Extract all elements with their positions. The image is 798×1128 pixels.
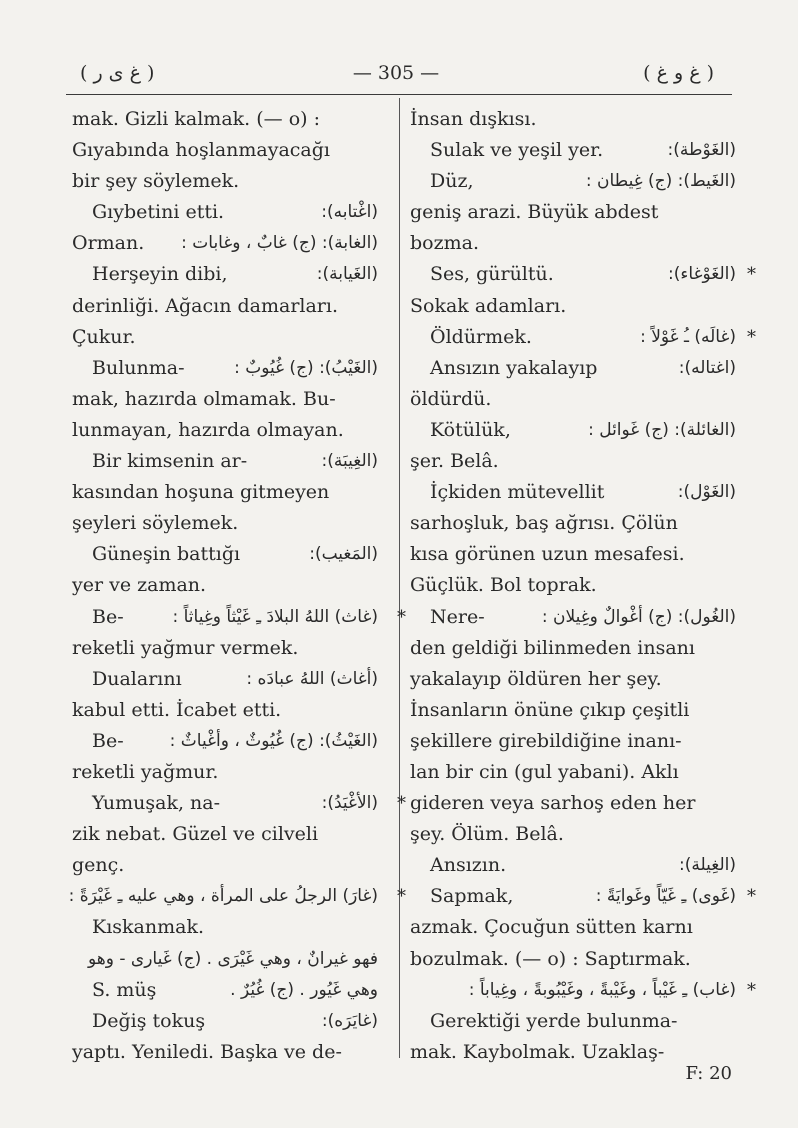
entry-text: zik nebat. Güzel ve cilveli — [72, 823, 319, 846]
arabic-headword: (اغْتابه): — [321, 202, 378, 223]
entry-text: den geldiği bilinmeden insanı — [410, 636, 695, 659]
dictionary-line — [72, 912, 378, 943]
dictionary-line — [410, 446, 736, 477]
entry-text: mak, hazırda olmamak. Bu- — [72, 387, 336, 410]
entry-text: Nere- — [430, 605, 485, 628]
dictionary-line — [410, 259, 756, 290]
dictionary-line — [72, 477, 378, 508]
entry-text: yer ve zaman. — [72, 574, 207, 597]
right-column — [410, 104, 756, 1068]
entry-text: mak. Gizli kalmak. (— o) : — [72, 108, 320, 130]
dictionary-line — [72, 415, 378, 446]
entry-text: reketli yağmur. — [72, 760, 219, 783]
dictionary-line — [410, 291, 736, 322]
arabic-headword: (اغتاله): — [678, 357, 736, 378]
entry-text: İnsanların önüne çıkıp çeşitli — [410, 698, 690, 721]
entry-text: şeyleri söylemek. — [72, 512, 239, 535]
entry-text: Sokak adamları. — [410, 294, 567, 317]
entry-text: kısa görünen uzun mesafesi. — [410, 543, 685, 566]
dictionary-line — [72, 726, 378, 757]
entry-star-marker: * — [397, 886, 406, 908]
dictionary-line — [410, 975, 756, 1006]
dictionary-line — [72, 104, 378, 135]
entry-star-marker: * — [397, 793, 406, 815]
entry-text: Sulak ve yeşil yer. — [430, 139, 604, 162]
arabic-headword: وهي غَيُور . (ج) غُيُرٌ . — [230, 979, 378, 1000]
arabic-headword: فهو غيرانٌ ، وهي غَيْرَى . (ج) غَيارى - وهو — [88, 948, 378, 969]
dictionary-line — [410, 850, 736, 881]
dictionary-line — [72, 166, 378, 197]
dictionary-line — [410, 912, 736, 943]
entry-text: lan bir cin (gul yabani). Aklı — [410, 760, 679, 783]
entry-text: yakalayıp öldüren her şey. — [410, 667, 662, 690]
dictionary-line — [72, 259, 378, 290]
entry-text: şer. Belâ. — [410, 450, 499, 473]
entry-text: Bulunma- — [92, 356, 185, 379]
entry-text: Be- — [92, 729, 124, 752]
signature-mark: F: 20 — [685, 1063, 732, 1084]
dictionary-line — [72, 975, 378, 1006]
entry-text: geniş arazi. Büyük abdest — [410, 201, 659, 224]
dictionary-line — [72, 633, 378, 664]
entry-star-marker: * — [747, 326, 756, 348]
entry-text: Yumuşak, na- — [92, 792, 221, 815]
dictionary-line — [410, 322, 756, 353]
dictionary-line — [72, 539, 378, 570]
dictionary-line — [72, 1037, 378, 1068]
arabic-headword: (الغَيط): (ج) غِيطان : — [585, 171, 736, 192]
dictionary-line — [410, 384, 736, 415]
entry-text: genç. — [72, 854, 125, 877]
entry-text: lunmayan, hazırda olmayan. — [72, 418, 344, 441]
entry-text: Herşeyin dibi, — [92, 263, 228, 286]
header-right-root: ( غ و غ ) — [643, 62, 714, 84]
entry-text: bozma. — [410, 232, 479, 255]
arabic-headword: (الغَوْغاء): — [668, 264, 736, 285]
dictionary-line — [410, 633, 736, 664]
dictionary-line — [410, 757, 736, 788]
dictionary-line — [72, 944, 378, 975]
entry-text: Be- — [92, 605, 124, 628]
entry-text: İnsan dışkısı. — [410, 108, 537, 130]
entry-text: Gıyabında hoşlanmayacağı — [72, 139, 331, 162]
entry-text: Öldürmek. — [430, 325, 532, 348]
dictionary-line — [72, 602, 406, 633]
dictionary-line — [410, 197, 736, 228]
entry-text: mak. Kaybolmak. Uzaklaş- — [410, 1040, 665, 1063]
dictionary-line — [72, 508, 378, 539]
dictionary-line — [410, 415, 736, 446]
dictionary-line — [72, 819, 378, 850]
entry-text: Dualarını — [92, 667, 182, 690]
header-rule — [66, 94, 732, 95]
left-column — [68, 104, 406, 1068]
entry-text: Sapmak, — [430, 885, 514, 908]
entry-text: bozulmak. (— o) : Saptırmak. — [410, 947, 691, 970]
dictionary-line — [410, 228, 736, 259]
entry-text: Güçlük. Bol toprak. — [410, 574, 597, 597]
arabic-headword: (الغَيابة): — [316, 264, 378, 285]
arabic-headword: (غارَ) الرجلُ على المرأة ، وهي عليه ـِ غَيْرَةً : — [68, 886, 378, 907]
entry-text: azmak. Çocuğun sütten karnı — [410, 916, 693, 939]
dictionary-line — [72, 1006, 378, 1037]
entry-star-marker: * — [397, 606, 406, 628]
arabic-headword: (الغَيْثُ): (ج) غُيُوثٌ ، وأغْياثٌ : — [169, 730, 378, 751]
arabic-headword: (أغاث) اللهُ عبادَه : — [246, 668, 378, 689]
dictionary-line — [410, 539, 736, 570]
arabic-headword: (الغائلة): (ج) غَوائل : — [588, 419, 736, 440]
dictionary-line — [72, 850, 378, 881]
entry-text: derinliği. Ağacın damarları. — [72, 294, 338, 317]
dictionary-line — [72, 197, 378, 228]
arabic-headword: (غَوى) ـِ غَيّاً وغَوايَةً : — [595, 886, 736, 907]
entry-text: kabul etti. İcabet etti. — [72, 698, 282, 721]
dictionary-line — [410, 135, 736, 166]
entry-star-marker: * — [747, 264, 756, 286]
entry-text: şey. Ölüm. Belâ. — [410, 823, 564, 846]
arabic-headword: (غاث) اللهُ البلادَ ـِ غَيْثاً وغِياثاً : — [172, 606, 378, 627]
entry-text: Ses, gürültü. — [430, 263, 554, 286]
arabic-headword: (الغُول): (ج) أغْوالٌ وغِيلان : — [541, 606, 736, 627]
entry-text: S. müş — [92, 978, 157, 1001]
entry-star-marker: * — [747, 886, 756, 908]
arabic-headword: (الأغْيَدُ): — [321, 793, 378, 814]
arabic-headword: (الغَيْبُ): (ج) غُيُوبٌ : — [234, 357, 378, 378]
dictionary-line — [410, 726, 736, 757]
dictionary-line — [410, 788, 736, 819]
arabic-headword: (الغَوْطة): — [667, 140, 736, 161]
arabic-headword: (الغابة): (ج) غابٌ ، وغابات : — [181, 233, 378, 254]
dictionary-line — [410, 570, 736, 601]
dictionary-line — [410, 166, 736, 197]
entry-text: sarhoşluk, baş ağrısı. Çölün — [410, 512, 678, 535]
header-left-root: ( غ ى ر ) — [80, 62, 155, 84]
dictionary-line — [68, 881, 406, 912]
dictionary-line — [410, 881, 756, 912]
entry-text: Gıybetini etti. — [92, 201, 225, 224]
entry-text: Orman. — [72, 232, 145, 255]
dictionary-line — [410, 944, 736, 975]
entry-text: Kıskanmak. — [92, 916, 204, 939]
entry-text: Ansızın. — [430, 854, 507, 877]
entry-text: gideren veya sarhoş eden her — [410, 792, 696, 815]
page-header — [60, 58, 732, 92]
dictionary-line — [410, 1006, 736, 1037]
entry-text: Ansızın yakalayıp — [430, 356, 598, 379]
dictionary-line — [72, 322, 378, 353]
entry-text: İçkiden mütevellit — [430, 481, 605, 504]
arabic-headword: (غاب) ـِ غَيْباً ، وغَيْبةً ، وغَيْبُوبةً ، وغِياباً : — [468, 979, 736, 1000]
dictionary-line — [72, 695, 378, 726]
entry-text: şekillere girebildiğine inanı- — [410, 729, 682, 752]
dictionary-line — [72, 384, 378, 415]
dictionary-line — [410, 664, 736, 695]
arabic-headword: (الغِيلة): — [679, 855, 736, 876]
dictionary-line — [410, 602, 736, 633]
dictionary-line — [410, 695, 736, 726]
dictionary-line — [72, 664, 378, 695]
column-divider — [399, 98, 400, 1058]
arabic-headword: (غالَه) ـُ غَوْلاً : — [640, 326, 736, 347]
dictionary-line — [72, 788, 406, 819]
arabic-headword: (الغِيبَة): — [321, 451, 378, 472]
entry-text: Gerektiği yerde bulunma- — [430, 1009, 678, 1032]
entry-text: bir şey söylemek. — [72, 170, 240, 193]
dictionary-line — [72, 570, 378, 601]
entry-text: Değiş tokuş — [92, 1009, 206, 1032]
entry-text: Düz, — [430, 170, 474, 193]
dictionary-line — [410, 104, 736, 135]
arabic-headword: (الغَوْل): — [677, 482, 736, 503]
entry-text: Kötülük, — [430, 418, 511, 441]
dictionary-line — [72, 291, 378, 322]
dictionary-line — [72, 135, 378, 166]
entry-text: Bir kimsenin ar- — [92, 450, 248, 473]
arabic-headword: (غايَرَه): — [321, 1010, 378, 1031]
entry-text: yaptı. Yeniledi. Başka ve de- — [72, 1040, 342, 1063]
entry-text: Güneşin battığı — [92, 543, 241, 566]
entry-star-marker: * — [747, 979, 756, 1001]
arabic-headword: (المَغيب): — [309, 544, 378, 565]
dictionary-line — [72, 446, 378, 477]
dictionary-line — [410, 508, 736, 539]
dictionary-line — [410, 353, 736, 384]
dictionary-line — [410, 819, 736, 850]
dictionary-line — [410, 477, 736, 508]
entry-text: kasından hoşuna gitmeyen — [72, 481, 330, 504]
dictionary-line — [72, 757, 378, 788]
entry-text: reketli yağmur vermek. — [72, 636, 299, 659]
entry-text: Çukur. — [72, 325, 136, 348]
dictionary-line — [72, 353, 378, 384]
dictionary-line — [72, 228, 378, 259]
page-number: — 305 — — [352, 62, 440, 84]
entry-text: öldürdü. — [410, 387, 492, 410]
